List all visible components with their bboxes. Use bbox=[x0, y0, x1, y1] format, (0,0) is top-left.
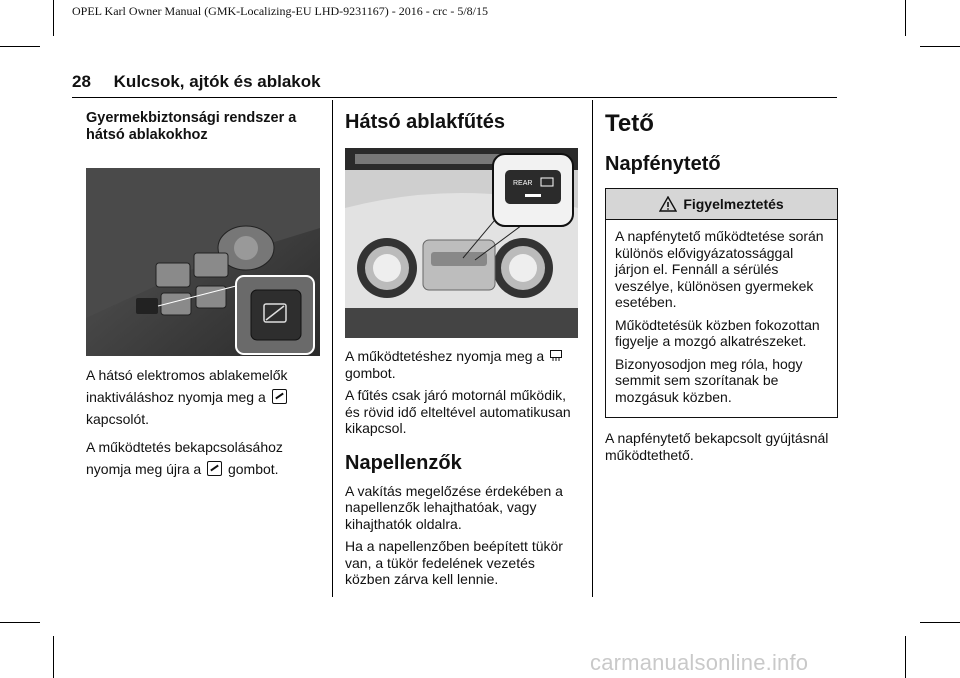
section-heading: Tető bbox=[605, 110, 654, 137]
section-heading: Napellenzők bbox=[345, 451, 462, 474]
paragraph: A vakítás megelőzése érdekében a napellenzők lehajthatóak, vagy kihajthatók oldalra. bbox=[345, 482, 563, 532]
watermark: carmanualsonline.info bbox=[590, 650, 809, 675]
document-meta: OPEL Karl Owner Manual (GMK-Localizing-EU LHD-9231167) - 2016 - crc - 5/8/15 bbox=[72, 4, 488, 18]
paragraph: A működtetés bekapcsolásához nyomja meg újra a gombot. bbox=[86, 439, 283, 477]
column-child-lock bbox=[86, 110, 320, 486]
crop-mark bbox=[905, 0, 906, 36]
warning-box bbox=[605, 188, 838, 418]
warning-paragraph: A napfénytető működtetése során különös elővigyázatossággal járjon el. Fennáll a sérülés veszélye, különösen gyermekek esetében. bbox=[615, 228, 824, 310]
column-divider bbox=[332, 100, 333, 597]
crop-mark bbox=[0, 622, 40, 623]
page-title: Kulcsok, ajtók és ablakok bbox=[113, 72, 321, 91]
warning-body bbox=[606, 220, 837, 417]
page-header bbox=[72, 72, 321, 92]
column-roof bbox=[605, 110, 838, 469]
window-lock-icon bbox=[272, 389, 287, 404]
paragraph: A fűtés csak járó motornál működik, és rövid idő elteltével automatikusan kikapcsol. bbox=[345, 387, 571, 436]
crop-mark bbox=[920, 622, 960, 623]
crop-mark bbox=[53, 636, 54, 678]
warning-title: Figyelmeztetés bbox=[683, 196, 784, 212]
door-switch-illustration bbox=[86, 168, 320, 356]
window-lock-icon bbox=[207, 461, 222, 476]
column-rear-defrost bbox=[345, 110, 580, 594]
page-number: 28 bbox=[72, 72, 91, 91]
crop-mark bbox=[905, 636, 906, 678]
warning-header bbox=[606, 189, 837, 220]
paragraph: A napfénytető bekapcsolt gyújtásnál működtethető. bbox=[605, 430, 829, 463]
section-heading: Gyermekbiztonsági rendszer a hátsó ablakokhoz bbox=[86, 110, 297, 143]
header-rule bbox=[72, 97, 837, 98]
dashboard-illustration bbox=[345, 148, 578, 338]
door-switch-image bbox=[86, 168, 320, 356]
warning-paragraph: Működtetésük közben fokozottan figyelje a mozgó alkatrészeket. bbox=[615, 316, 820, 349]
rear-button-label: REAR bbox=[513, 180, 533, 187]
paragraph: A működtetéshez nyomja meg a gombot. bbox=[345, 348, 580, 381]
dashboard-image bbox=[345, 148, 578, 338]
section-subheading: Napfénytető bbox=[605, 153, 721, 175]
paragraph: A hátsó elektromos ablakemelők inaktiváláshoz nyomja meg a kapcsolót. bbox=[86, 367, 288, 427]
warning-icon bbox=[659, 196, 677, 212]
crop-mark bbox=[53, 0, 54, 36]
warning-paragraph: Bizonyosodjon meg róla, hogy semmit sem szorítanak be mozgásuk közben. bbox=[615, 355, 803, 405]
rear-defrost-icon bbox=[550, 350, 562, 362]
paragraph: Ha a napellenzőben beépített tükör van, a tükör fedelének vezetés közben zárva kell lennie. bbox=[345, 538, 563, 587]
column-divider bbox=[592, 100, 593, 597]
crop-mark bbox=[0, 46, 40, 47]
section-heading: Hátsó ablakfűtés bbox=[345, 111, 506, 133]
crop-mark bbox=[920, 46, 960, 47]
